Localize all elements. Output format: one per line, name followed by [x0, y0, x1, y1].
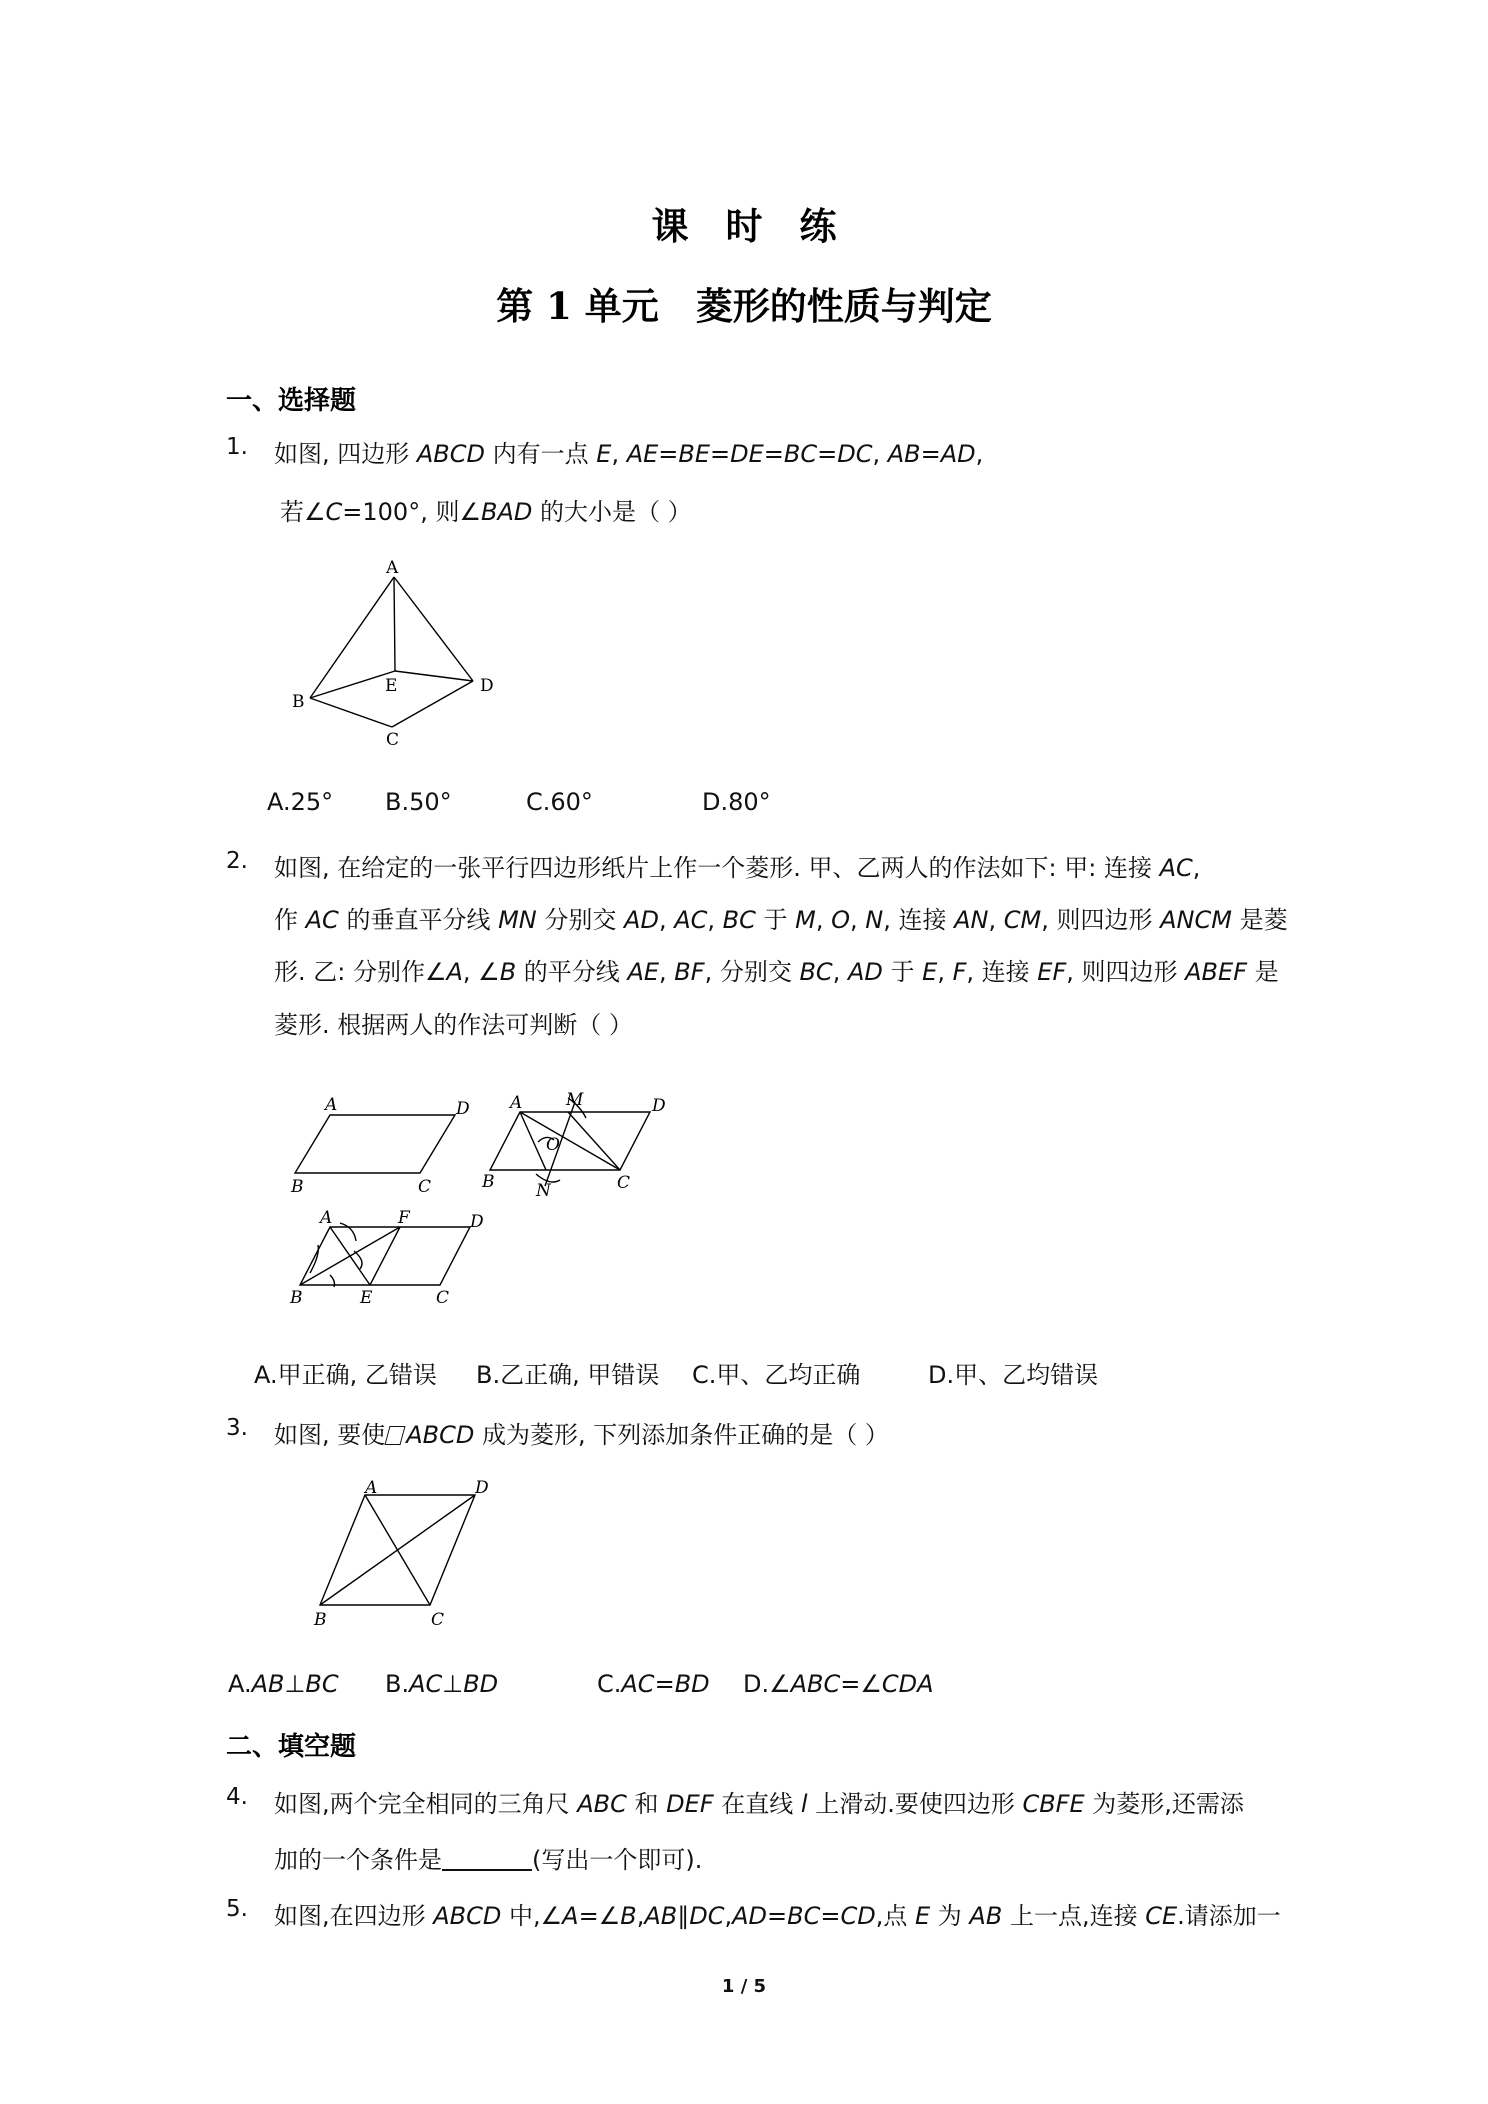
q3-figure [305, 1475, 505, 1635]
q5-number: 5. [226, 1896, 248, 1922]
q2-option-a: A.甲正确, 乙错误 [254, 1361, 437, 1389]
q1-label-e: E [385, 676, 398, 696]
q4-number: 4. [226, 1784, 248, 1810]
q3-option-a: A.AB⊥BC [228, 1670, 339, 1698]
q2-figure-1 [290, 1090, 480, 1200]
q2-fig3-label-b: B [290, 1288, 303, 1308]
q2-figure-3 [290, 1205, 490, 1315]
q2-option-d: D.甲、乙均错误 [928, 1361, 1099, 1389]
q3-option-c: C.AC=BD [597, 1670, 710, 1698]
q2-line3: 形. 乙: 分别作∠A, ∠B 的平分线 AE, BF, 分别交 BC, AD 于 E, F, 连接 EF, 则四边形 ABEF 是 [274, 958, 1279, 986]
q2-fig3-label-a: A [320, 1208, 333, 1228]
q4-line1: 如图,两个完全相同的三角尺 ABC 和 DEF 在直线 l 上滑动.要使四边形 CBFE 为菱形,还需添 [274, 1790, 1244, 1818]
section-heading-fill: 二、填空题 [226, 1732, 357, 1762]
q4-line2: 加的一个条件是 (写出一个即可). [274, 1846, 703, 1874]
q2-fig2-label-b: B [482, 1172, 495, 1192]
q3-option-b: B.AC⊥BD [385, 1670, 499, 1698]
q3-number: 3. [226, 1415, 248, 1441]
q2-figure-2 [480, 1090, 680, 1205]
q3-label-b: B [314, 1610, 327, 1630]
q1-line1: 如图, 四边形 ABCD 内有一点 E, AE=BE=DE=BC=DC, AB=AD, [274, 440, 984, 468]
q2-fig2-label-d: D [652, 1096, 666, 1116]
q3-label-a: A [365, 1478, 378, 1498]
q2-fig2-label-c: C [617, 1173, 631, 1193]
q3-line1: 如图, 要使 ABCD 成为菱形, 下列添加条件正确的是（ ） [274, 1421, 889, 1449]
q1-option-c: C.60° [526, 788, 593, 816]
q2-line2: 作 AC 的垂直平分线 MN 分别交 AD, AC, BC 于 M, O, N, 连接 AN, CM, 则四边形 ANCM 是菱 [274, 906, 1288, 934]
q2-fig3-label-d: D [470, 1212, 484, 1232]
q4-answer-blank[interactable] [442, 1869, 532, 1871]
q2-line1: 如图, 在给定的一张平行四边形纸片上作一个菱形. 甲、乙两人的作法如下: 甲: 连接 AC, [274, 854, 1201, 882]
q1-line2: 若∠C=100°, 则∠BAD 的大小是（ ） [280, 498, 692, 526]
q1-label-c: C [386, 730, 400, 750]
q2-fig2-label-n: N [536, 1181, 551, 1201]
q1-label-d: D [480, 676, 494, 696]
q2-option-b: B.乙正确, 甲错误 [476, 1361, 660, 1389]
q2-fig3-label-e: E [360, 1288, 373, 1308]
q2-fig2-label-o: O [546, 1135, 560, 1155]
page-number: 1 / 5 [721, 1976, 767, 1997]
q2-fig1-label-a: A [325, 1095, 338, 1115]
parallelogram-symbol [385, 1426, 406, 1445]
q2-fig2-label-m: M [566, 1090, 584, 1110]
q2-fig3-label-f: F [398, 1208, 410, 1228]
q3-option-d: D.∠ABC=∠CDA [743, 1670, 934, 1698]
q1-number: 1. [226, 434, 248, 460]
q2-fig2-label-a: A [510, 1093, 523, 1113]
q3-label-d: D [475, 1478, 489, 1498]
q2-line4: 菱形. 根据两人的作法可判断（ ） [274, 1011, 633, 1039]
q3-label-c: C [431, 1610, 445, 1630]
q1-figure [280, 555, 510, 755]
q1-label-a: A [386, 558, 399, 578]
q1-option-d: D.80° [702, 788, 771, 816]
q2-fig1-label-c: C [418, 1177, 432, 1197]
section-heading-choice: 一、选择题 [226, 386, 357, 416]
page-subtitle: 第 1 单元 菱形的性质与判定 [496, 284, 992, 328]
q1-label-b: B [292, 692, 305, 712]
q1-option-b: B.50° [385, 788, 452, 816]
q1-option-a: A.25° [267, 788, 334, 816]
q2-number: 2. [226, 848, 248, 874]
page-title: 课 时 练 [651, 204, 837, 248]
q2-fig3-label-c: C [436, 1288, 450, 1308]
q2-fig1-label-b: B [291, 1177, 304, 1197]
q2-option-c: C.甲、乙均正确 [692, 1361, 861, 1389]
q2-fig1-label-d: D [456, 1099, 470, 1119]
q5-line1: 如图,在四边形 ABCD 中,∠A=∠B,AB∥DC,AD=BC=CD,点 E 为 AB 上一点,连接 CE.请添加一 [274, 1902, 1281, 1930]
